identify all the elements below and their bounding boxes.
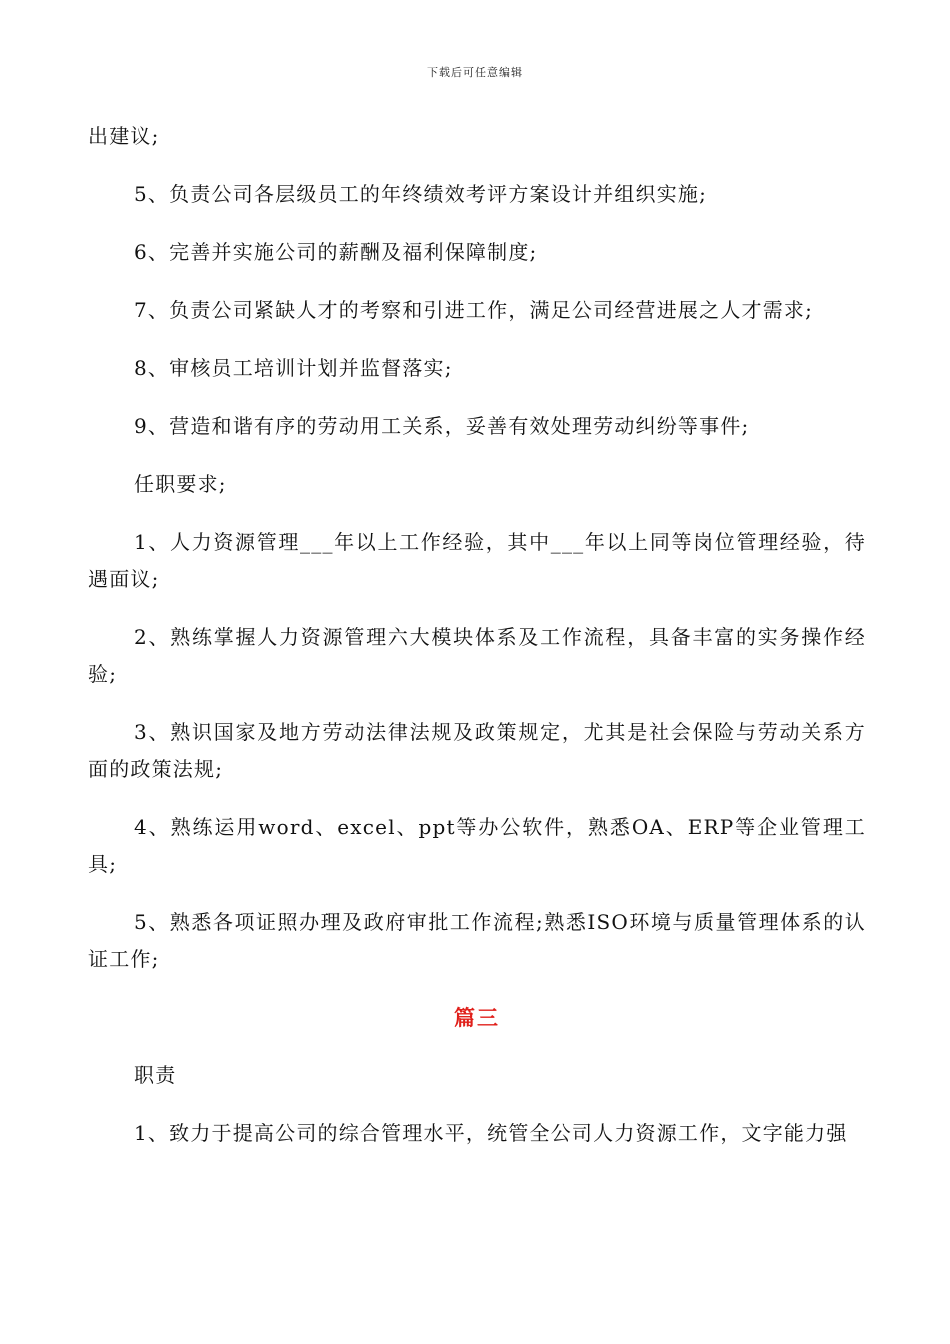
paragraph-continuation: 出建议; <box>88 124 160 148</box>
paragraph-part3-duty-1: 1、致力于提高公司的综合管理水平，统管全公司人力资源工作，文字能力强 <box>134 1121 848 1145</box>
requirements-heading: 任职要求; <box>134 472 227 496</box>
paragraph-requirement-5: 5、熟悉各项证照办理及政府审批工作流程;熟悉ISO环境与质量管理体系的认证工作; <box>88 910 866 971</box>
paragraph-duty-9: 9、营造和谐有序的劳动用工关系，妥善有效处理劳动纠纷等事件; <box>134 414 750 438</box>
paragraph-duty-7: 7、负责公司紧缺人才的考察和引进工作，满足公司经营进展之人才需求; <box>134 298 814 322</box>
paragraph-requirement-1: 1、人力资源管理___年以上工作经验，其中___年以上同等岗位管理经验，待遇面议; <box>88 530 866 591</box>
section-title: 篇三 <box>454 1005 500 1030</box>
paragraph-requirement-2: 2、熟练掌握人力资源管理六大模块体系及工作流程，具备丰富的实务操作经验; <box>88 625 866 686</box>
paragraph-requirement-4: 4、熟练运用word、excel、ppt等办公软件，熟悉OA、ERP等企业管理工具; <box>88 815 866 876</box>
paragraph-duty-6: 6、完善并实施公司的薪酬及福利保障制度; <box>134 240 538 264</box>
page-header: 下载后可任意编辑 <box>427 66 523 79</box>
paragraph-duty-5: 5、负责公司各层级员工的年终绩效考评方案设计并组织实施; <box>134 182 708 206</box>
paragraph-duty-8: 8、审核员工培训计划并监督落实; <box>134 356 453 380</box>
paragraph-requirement-3: 3、熟识国家及地方劳动法律法规及政策规定，尤其是社会保险与劳动关系方面的政策法规; <box>88 720 866 781</box>
document-body <box>88 118 866 1173</box>
duties-heading: 职责 <box>134 1063 177 1087</box>
